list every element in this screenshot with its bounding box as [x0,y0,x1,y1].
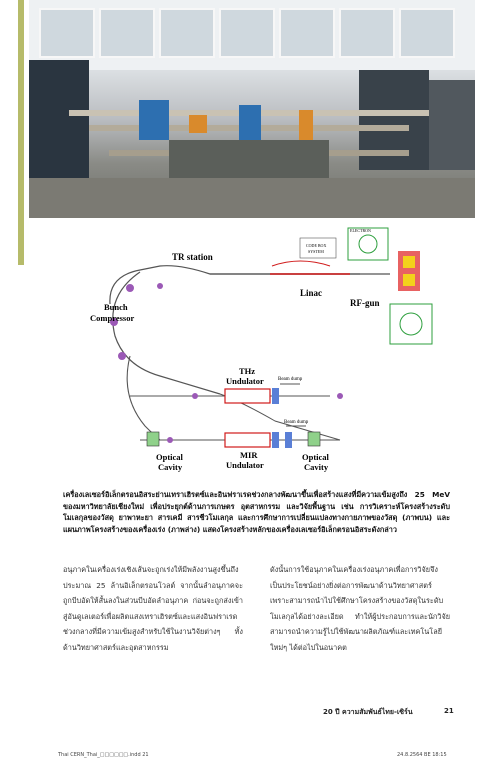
label-beam-dump-2: Beam dump [284,420,309,425]
body-text-left: อนุภาคในเครื่องเร่งเชิงเส้นจะถูกเร่งให้มีพลังงานสูงขึ้นถึงประมาณ 25 ล้านอิเล็กตรอนโวลต์ จากนั้นลำอนุภาคจะถูกบีบอัดให้สั้นลงในส่วนบีบอัดลำอนุภาค ก่อนจะถูกส่งเข้าสู่อันดูเลเตอร์เพื่อผลิตแสงเทราเฮิรตซ์และแสงอินฟราเรดช่วงกลางที่มีความเข้มสูงสำหรับใช้ในงานวิจัยต่างๆ ทั้งด้านวิทยาศาสตร์และอุตสาหกรรม [63,565,243,652]
label-mir-undulator-2: Undulator [226,460,264,470]
label-bunch-compressor: Bunch [104,302,128,312]
label-thz-undulator: THz [239,366,256,376]
label-linac: Linac [300,288,323,298]
label-thz-undulator-2: Undulator [226,376,264,386]
page-number: 21 [444,707,454,715]
label-optical-cavity-right: Optical [302,452,329,462]
accelerator-schematic [90,226,440,478]
body-text-right: ดังนั้นการใช้อนุภาคในเครื่องเร่งอนุภาคเพื่อการวิจัยจึงเป็นประโยชน์อย่างยิ่งต่อการพัฒนาด้านวิทยาศาสตร์ เพราะสามารถนำไปใช้ศึกษาโครงสร้างของวัสดุในระดับโมเลกุลได้อย่างละเอียด ทำให้ผู้ประกอบการและนักวิจัยสามารถนำความรู้ไปใช้พัฒนาผลิตภัณฑ์และเทคโนโลยีใหม่ๆ ได้ต่อไปในอนาคต [270,565,450,652]
label-beam-dump-1: Beam dump [278,377,303,382]
label-mir-undulator: MIR [240,450,258,460]
print-slug-date: 24.8.2564 BE 18:15 [397,752,447,758]
sidebar-accent-bar [18,0,24,265]
label-rf-gun: RF-gun [350,298,380,308]
label-code-box: CODE BOX [306,243,327,248]
print-slug-file: Thai CERN_Thai_□□□□□□.indd 21 [58,752,149,758]
label-optical-cavity-left-2: Cavity [158,462,183,472]
label-code-box-2: SYSTEM [308,249,324,254]
label-optical-cavity-left: Optical [156,452,183,462]
label-bunch-compressor-2: Compressor [90,313,135,323]
running-footer-title: 20 ปี ความสัมพันธ์ไทย-เซิร์น [323,708,413,716]
figure-caption: เครื่องเลเซอร์อิเล็กตรอนอิสระย่านเทราเฮิรตซ์และอินฟราเรดช่วงกลางพัฒนาขึ้นเพื่อสร้างแสงที่มีความเข้มสูงถึง 25 MeV ของมหาวิทยาลัยเชียงใหม่ เพื่อประยุกต์ด้านการเกษตร อุตสาหกรรม และวิจัยพื้นฐาน เช่น การวิเคราะห์โครงสร้างระดับโมเลกุลของวัสดุ ยาพาหะยา สารเคมี สารชีวโมเลกุล และการศึกษาการเปลี่ยนแปลงทางกายภาพของวัสดุ (ภาพบน) และแผนภาพโครงสร้างของเครื่องเร่ง (ภาพล่าง) แสดงโครงสร้างหลักของเครื่องเลเซอร์อิเล็กตรอนอิสระดังกล่าว [63,490,450,534]
label-tr-station: TR station [172,252,213,262]
label-optical-cavity-right-2: Cavity [304,462,329,472]
accelerator-photo [29,0,475,218]
label-electron: ELECTRON [350,228,371,233]
